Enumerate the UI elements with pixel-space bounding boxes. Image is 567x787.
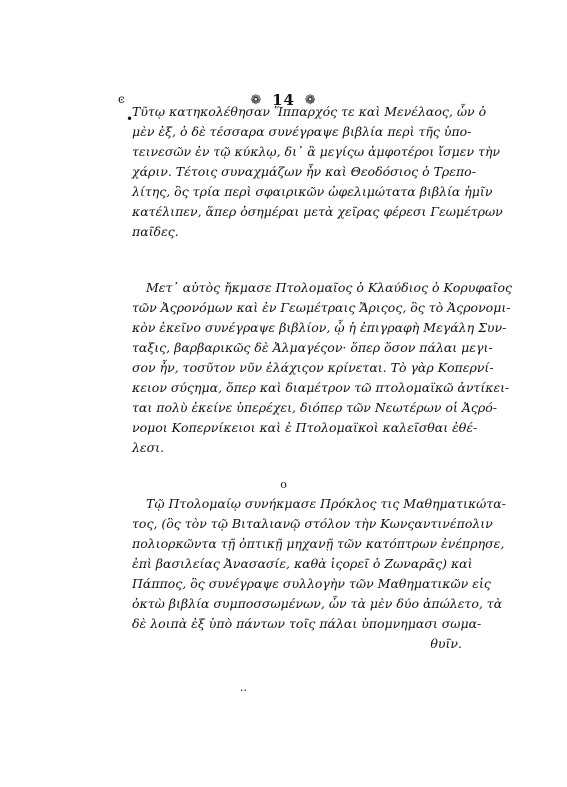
page-number: 14 [272, 91, 295, 109]
text-line: λίτης, ὃς τρία περὶ σφαιρικῶν ὠφελιμώτατα βιβλία ἡμῖν [132, 184, 493, 199]
text-line: Πάππος, ὃς συνέγραψε συλλογὴν τῶν Μαθηματικῶν εἰς [132, 576, 491, 591]
paragraph-2 [132, 278, 512, 458]
ornament-left-icon: ❁ [250, 92, 263, 108]
text-line: σον ἦν, τοσῦτον νῦν ἐλάχιςον κρίνεται. Τὸ γὰρ Κοπερνί- [132, 360, 494, 375]
text-line: μὲν ἐξ, ὁ δὲ τέσσαρα συνέγραψε βιβλία περὶ τῆς ὑπο- [132, 124, 472, 139]
margin-bullet: • [126, 112, 134, 126]
text-line: κατέλιπεν, ἅπερ ὁσημέραι μετὰ χεῖρας φέρεσι Γεωμέτρων [132, 204, 503, 219]
text-line: κὸν ἐκεῖνο συνέγραψε βιβλίον, ᾧ ἡ ἐπιγραφὴ Μεγάλη Συν- [132, 320, 507, 335]
paragraph-1 [132, 102, 503, 242]
top-left-mark: ͼ [118, 92, 125, 106]
text-line: τεινεσῶν ἐν τῷ κύκλῳ, δι᾽ ἃ μεγίςω ἀμφοτέροι ἴσμεν τὴν [132, 144, 501, 159]
text-line: λεσι. [132, 440, 165, 455]
text-line: Τῦτῳ κατηκολέθησαν Ἵππαρχός τε καὶ Μενέλαος, ὧν ὁ [132, 104, 487, 119]
text-line: θυῖν. [430, 636, 462, 651]
paragraph-3 [132, 494, 506, 654]
text-line: τος, (ὃς τὸν τῷ Βιταλιανῷ στόλον τὴν Κωνςαντινέπολιν [132, 516, 493, 531]
paragraph-separator: o [280, 478, 287, 491]
text-line: ἐπὶ βασιλείας Ἀνασασίε, καθὰ ἱςορεῖ ὁ Ζωναρᾶς) καὶ [132, 556, 473, 571]
text-line: πολιορκῶντα τῇ ὀπτικῇ μηχανῇ τῶν κατόπτρων ἐνέπρησε, [132, 536, 505, 551]
text-line: παῖδες. [132, 224, 179, 239]
text-line: νομοι Κοπερνίκειοι καὶ ἐ Πτολομαϊκοὶ καλεῖσθαι ἐθέ- [132, 420, 478, 435]
bottom-mark: ·· [240, 684, 247, 697]
text-line: ταξις, βαρβαρικῶς δὲ Ἀλμαγέςον· ὅπερ ὅσον πάλαι μεγι- [132, 340, 493, 355]
ornament-right-icon: ❁ [304, 92, 317, 108]
text-line: Μετ᾽ αὐτὸς ἤκμασε Πτολομαῖος ὁ Κλαύδιος ὁ Κορυφαῖος [146, 280, 512, 295]
text-line: τῶν Ἀςρονόμων καὶ ἐν Γεωμέτραις Ἄριςος, ὃς τὸ Ἀςρονομι- [132, 300, 511, 315]
text-line: Τῷ Πτολομαίῳ συνήκμασε Πρόκλος τις Μαθηματικώτα- [146, 496, 506, 511]
text-line: ται πολὺ ἐκείνε ὑπερέχει, διόπερ τῶν Νεωτέρων οἱ Ἀςρό- [132, 400, 497, 415]
text-line: ὀκτὼ βιβλία συμποσσωμένων, ὧν τὰ μὲν δύο ἀπώλετο, τὰ [132, 596, 503, 611]
text-line: κειον σύςημα, ὅπερ καὶ διαμέτρον τῶ πτολομαϊκῶ ἀντίκει- [132, 380, 510, 395]
text-line: δὲ λοιπὰ ἐξ ὑπὸ πάντων τοῖς πάλαι ὑπομνημασι σωμα- [132, 616, 482, 631]
text-line: χάριν. Τέτοις συναχμάζων ἦν καὶ Θεοδόσιος ὁ Τρεπο- [132, 164, 476, 179]
